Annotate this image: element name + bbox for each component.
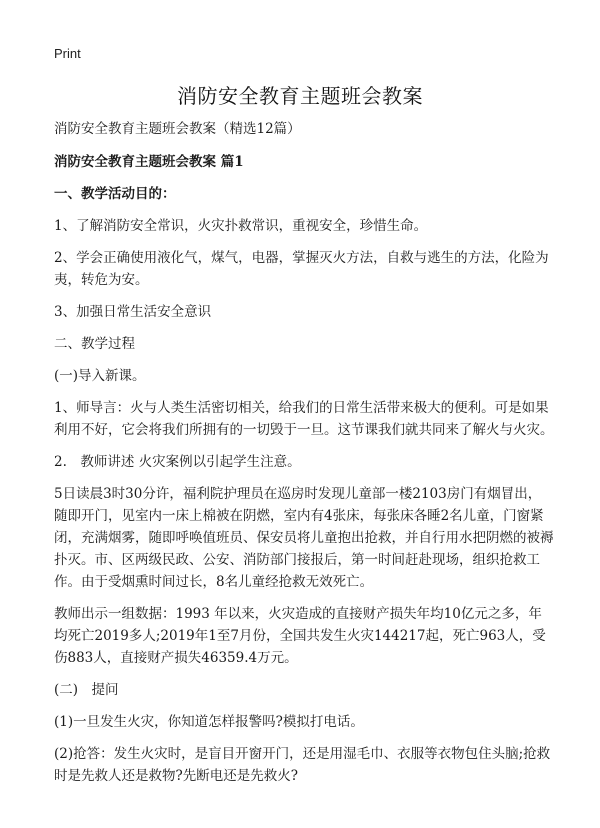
case-paragraph: 5日读晨3时30分许，福利院护理员在巡房时发现儿童部一楼2103房门有烟冒出，随即开门，见室内一床上棉被在阴燃，室内有4张床，每张床各睡2名儿童，门窗紧闭，充满烟雾，随即呼唤值班员、保安员将儿童抱出抢救，并自行用水把阴燃的被褥扑灭。市、区两级民政、公安、消防部门接报后，第一时间赶赴现场，组织抢救工作。由于受烟熏时间过长，8名儿童经抢救无效死亡。 — [54, 486, 554, 590]
document-title: 消防安全教育主题班会教案 — [177, 84, 423, 108]
heading-goals: 一、教学活动目的： — [54, 186, 176, 202]
document-subtitle: 消防安全教育主题班会教案（精选12篇） — [54, 121, 301, 137]
goal-item: 1、了解消防安全常识，火灾扑救常识，重视安全，珍惜生命。 — [54, 218, 428, 234]
section-title: 消防安全教育主题班会教案 篇1 — [54, 154, 244, 170]
goal-item: 3、加强日常生活安全意识 — [54, 304, 212, 320]
question-item: (2)抢答：发生火灾时，是盲目开窗开门，还是用湿毛巾、衣服等衣物包住头脑;抢救时是先救人还是救物?先断电还是先救火? — [54, 746, 551, 784]
subheading-intro: (一)导入新课。 — [54, 368, 146, 384]
print-label: Print — [54, 46, 81, 61]
question-item: (1)一旦发生火灾，你知道怎样报警吗?模拟打电话。 — [54, 714, 364, 730]
subheading-questions: (二) 提问 — [54, 682, 119, 698]
intro-paragraph: 1、师导言：火与人类生活密切相关，给我们的日常生活带来极大的便利。可是如果利用不好，它会将我们所拥有的一切毁于一旦。这节课我们就共同来了解火与火灾。 — [54, 400, 554, 438]
goal-item: 2、学会正确使用液化气，煤气，电器，掌握灭火方法，自救与逃生的方法，化险为夷，转危为安。 — [54, 250, 549, 288]
intro-paragraph: 2. 教师讲述 火灾案例以引起学生注意。 — [54, 454, 301, 470]
data-paragraph: 教师出示一组数据：1993 年以来，火灾造成的直接财产损失年均10亿元之多，年均死亡2019多人;2019年1至7月份，全国共发生火灾144217起，死亡963人，受伤883人，直接财产损失46359.4万元。 — [54, 606, 546, 666]
document-body — [54, 118, 554, 787]
heading-process: 二、教学过程 — [54, 336, 135, 352]
